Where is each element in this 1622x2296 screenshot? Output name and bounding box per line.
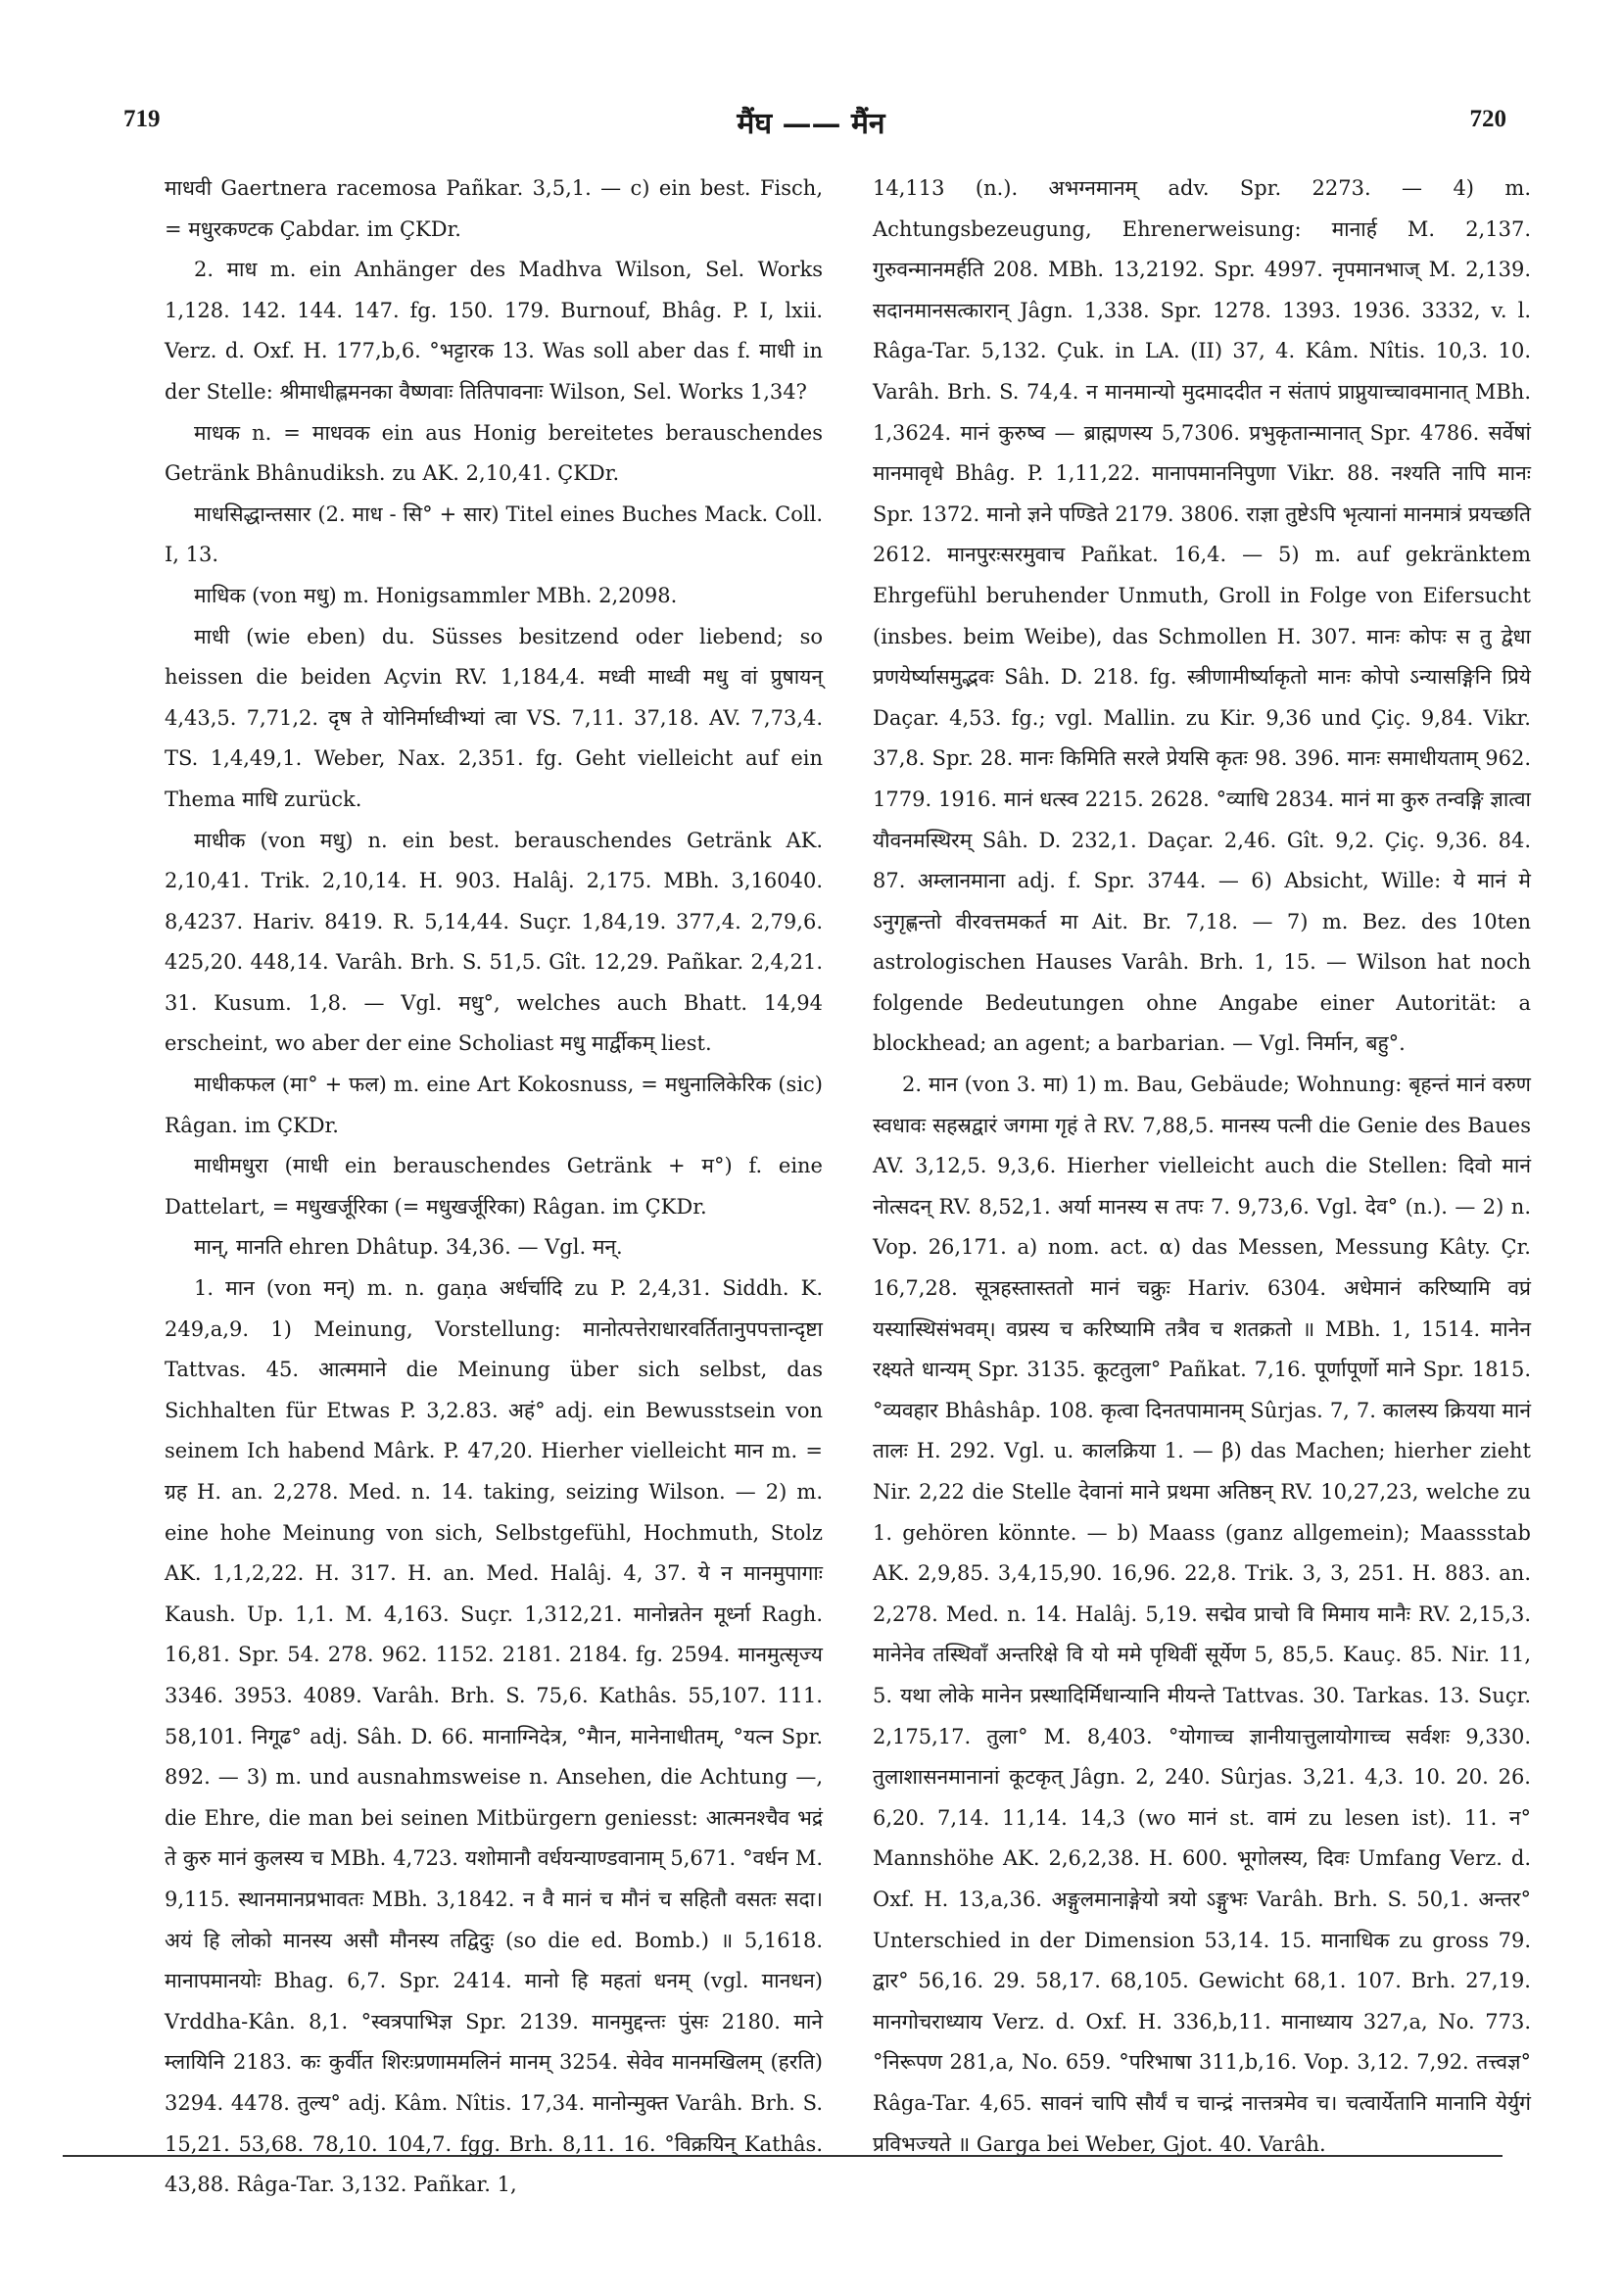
page-header	[0, 106, 1622, 155]
dictionary-entry: माधीमधुरा (माधी ein berauschendes Getränk + म°) f. eine Dattelart, = मधुखर्जूरिका (= मधुखर्जूरिका) Râgan. im ÇKDr.	[165, 1154, 823, 1219]
page-number-right: 720	[1469, 106, 1506, 132]
dictionary-entry: माधसिद्धान्तसार (2. माध - सि° + सार) Titel eines Buches Mack. Coll. I, 13.	[165, 502, 823, 567]
dictionary-entry: माधीकफल (मा° + फल) m. eine Art Kokosnuss, = मधुनालिकेरिक (sic) Râgan. im ÇKDr.	[165, 1073, 823, 1137]
dictionary-entry: 14,113 (n.). अभग्नमानम् adv. Spr. 2273. — 4) m. Achtungsbezeugung, Ehrenerweisung: मानार्ह M. 2,137. गुरुवन्मानमर्हति 208. MBh. 13,2192. Spr. 4997. नृपमानभाज् M. 2,139. सदानमानसत्कारान् Jâgn. 1,338. Spr. 1278. 1393. 1936. 3332, v. l. Râga-Tar. 5,132. Çuk. in LA. (II) 37, 4. Kâm. Nîtis. 10,3. 10. Varâh. Brh. S. 74,4. न मानमान्यो मुदमाददीत न संतापं प्राप्नुयाच्चावमानात् MBh. 1,3624. मानं कुरुष्व — ब्राह्मणस्य 5,7306. प्रभुकृतान्मानात् Spr. 4786. सर्वेषां मानमावृधे Bhâg. P. 1,11,22. मानापमाननिपुणा Vikr. 88. नश्यति नापि मानः Spr. 1372. मानो ज्ञने पण्डिते 2179. 3806. राज्ञा तुष्टेऽपि भृत्यानां मानमात्रं प्रयच्छति 2612. मानपुरःसरमुवाच Pañkat. 16,4. — 5) m. auf gekränktem Ehrgefühl beruhender Unmuth, Groll in Folge von Eifersucht (insbes. beim Weibe), das Schmollen H. 307. मानः कोपः स तु द्वेधा प्रणयेर्ष्यासमुद्भवः Sâh. D. 218. fg. स्त्रीणामीर्ष्याकृतो मानः कोपो ऽन्यासङ्गिनि प्रिये Daçar. 4,53. fg.; vgl. Mallin. zu Kir. 9,36 und Çiç. 9,84. Vikr. 37,8. Spr. 28. मानः किमिति सरले प्रेयसि कृतः 98. 396. मानः समाधीयताम् 962. 1779. 1916. मानं धत्स्व 2215. 2628. °व्याधि 2834. मानं मा कुरु तन्वङ्गि ज्ञात्वा यौवनमस्थिरम् Sâh. D. 232,1. Daçar. 2,46. Gît. 9,2. Çiç. 9,36. 84. 87. अम्लानमाना adj. f. Spr. 3744. — 6) Absicht, Wille: ये मानं मे ऽनुगृह्णन्तो वीरवत्तमकर्त मा Ait. Br. 7,18. — 7) m. Bez. des 10ten astrologischen Hauses Varâh. Brh. 1, 15. — Wilson hat noch folgende Bedeutungen ohne Angabe einer Autorität: a blockhead; an agent; a barbarian. — Vgl. निर्मान, बहु°.	[873, 176, 1531, 1056]
dictionary-entry: मान्, मानति ehren Dhâtup. 34,36. — Vgl. मन्.	[194, 1235, 623, 1260]
page-number-left: 719	[123, 106, 161, 132]
dictionary-entry: 1. मान (von मन्) m. n. gaṇa अर्धर्चादि zu P. 2,4,31. Siddh. K. 249,a,9. 1) Meinung, Vorstellung: मानोत्पत्तेराधारवर्तितानुपपत्तान्दृष्टा Tattvas. 45. आत्ममाने die Meinung über sich selbst, das Sichhalten für Etwas P. 3,2.83. अहं° adj. ein Bewusstsein von seinem Ich habend Mârk. P. 47,20. Hierher vielleicht मान m. = ग्रह H. an. 2,278. Med. n. 14. taking, seizing Wilson. — 2) m. eine hohe Meinung von sich, Selbstgefühl, Hochmuth, Stolz AK. 1,1,2,22. H. 317. H. an. Med. Halâj. 4, 37. ये न मानमुपागाः Kaush. Up. 1,1. M. 4,163. Suçr. 1,312,21. मानोन्नतेन मूर्ध्ना Ragh. 16,81. Spr. 54. 278. 962. 1152. 2181. 2184. fg. 2594. मानमुत्सृज्य 3346. 3953. 4089. Varâh. Brh. S. 75,6. Kathâs. 55,107. 111. 58,101. निगूढ° adj. Sâh. D. 66. मानाग्निदेत्र, °मैान, मानेनाधीतम्, °यत्न Spr. 892. — 3) m. und ausnahmsweise n. Ansehen, die Achtung —, die Ehre, die man bei seinen Mitbürgern geniesst: आत्मनश्चैव भद्रं ते कुरु मानं कुलस्य च MBh. 4,723. यशोमानौ वर्धयन्याण्डवानाम् 5,671. °वर्धन M. 9,115. स्थानमानप्रभावतः MBh. 3,1842. न वै मानं च मौनं च सहितौ वसतः सदा। अयं हि लोको मानस्य असौ मौनस्य तद्विदुः (so die ed. Bomb.) ॥ 5,1618. मानापमानयोः Bhag. 6,7. Spr. 2414. मानो हि महतां धनम् (vgl. मानधन) Vrddha-Kân. 8,1. °स्वत्रपाभिज्ञ Spr. 2139. मानमुद्दन्तः पुंसः 2180. माने म्लायिनि 2183. कः कुर्वीत शिरःप्रणाममलिनं मानम् 3254. सेवेव मानमखिलम् (हरति) 3294. 4478. तुल्य° adj. Kâm. Nîtis. 17,34. मानोन्मुक्त Varâh. Brh. S. 15,21. 53,68. 78,10. 104,7. fgg. Brh. 8,11. 16. °विक्रयिन् Kathâs. 43,88. Râga-Tar. 3,132. Pañkar. 1,	[165, 1276, 823, 2197]
dictionary-entry: 2. माध m. ein Anhänger des Madhva Wilson, Sel. Works 1,128. 142. 144. 147. fg. 150. 179. Burnouf, Bhâg. P. I, lxii. Verz. d. Oxf. H. 177,b,6. °भट्टारक 13. Was soll aber das f. माधी in der Stelle: श्रीमाधीह्लमनका वैष्णवाः तितिपावनाः Wilson, Sel. Works 1,34?	[165, 258, 823, 404]
dictionary-entry: माधिक (von मधु) m. Honigsammler MBh. 2,2098.	[194, 583, 678, 607]
dictionary-entry: माधवी Gaertnera racemosa Pañkar. 3,5,1. — c) ein best. Fisch, = मधुरकण्टक Çabdar. im ÇKDr.	[165, 176, 823, 241]
right-column	[873, 168, 1531, 2156]
bottom-rule	[63, 2155, 1503, 2157]
dictionary-entry: माधक n. = माधवक ein aus Honig bereitetes berauschendes Getränk Bhânudiksh. zu AK. 2,10,41. ÇKDr.	[165, 420, 823, 486]
dictionary-entry: 2. मान (von 3. मा) 1) m. Bau, Gebäude; Wohnung: बृहन्तं मानं वरुण स्वधावः सहस्रद्वारं जगमा गृहं ते RV. 7,88,5. मानस्य पत्नी die Genie des Baues AV. 3,12,5. 9,3,6. Hierher vielleicht auch die Stellen: दिवो मानं नोत्सदन् RV. 8,52,1. अर्या मानस्य स तपः 7. 9,73,6. Vgl. देव° (n.). — 2) n. Vop. 26,171. a) nom. act. α) das Messen, Messung Kâty. Çr. 16,7,28. सूत्रहस्तास्ततो मानं चक्रुः Hariv. 6304. अधेमानं करिष्यामि वप्रं यस्यास्थिसंभवम्। वप्रस्य च करिष्यामि तत्रैव च शतक्रतो ॥ MBh. 1, 1514. मानेन रक्ष्यते धान्यम् Spr. 3135. कूटतुला° Pañkat. 7,16. पूर्णापूर्णो माने Spr. 1815. °व्यवहार Bhâshâp. 108. कृत्वा दिनतपामानम् Sûrjas. 7, 7. कालस्य क्रियया मानं तालः H. 292. Vgl. u. कालक्रिया 1. — β) das Machen; hierher zieht Nir. 2,22 die Stelle देवानां माने प्रथमा अतिष्ठन् RV. 10,27,23, welche zu 1. gehören könnte. — b) Maass (ganz allgemein); Maassstab AK. 2,9,85. 3,4,15,90. 16,96. 22,8. Trik. 3, 3, 251. H. 883. an. 2,278. Med. n. 14. Halâj. 5,19. सद्मेव प्राचो वि मिमाय मानैः RV. 2,15,3. मानेनेव तस्थिवाँ अन्तरिक्षे वि यो ममे पृथिवीं सूर्येण 5, 85,5. Kauç. 85. Nir. 11, 5. यथा लोके मानेन प्रस्थादिर्मिधान्यानि मीयन्ते Tattvas. 30. Tarkas. 13. Suçr. 2,175,17. तुला° M. 8,403. °योगाच्च ज्ञानीयात्तुलायोगाच्च सर्वशः 9,330. तुलाशासनमानानां कूटकृत् Jâgn. 2, 240. Sûrjas. 3,21. 4,3. 10. 20. 26. 6,20. 7,14. 11,14. 14,3 (wo मानं st. वामं zu lesen ist). 11. न° Mannshöhe AK. 2,6,2,38. H. 600. भूगोलस्य, दिवः Umfang Verz. d. Oxf. H. 13,a,36. अङ्गुलमानाङ्गेयो त्रयो ऽङ्गुभः Varâh. Brh. S. 50,1. अन्तर° Unterschied in der Dimension 53,14. 15. मानाधिक zu gross 79. द्वार° 56,16. 29. 58,17. 68,105. Gewicht 68,1. 107. Brh. 27,19. मानगोचराध्याय Verz. d. Oxf. H. 336,b,11. मानाध्याय 327,a, No. 773. °निरूपण 281,a, No. 659. °परिभाषा 311,b,16. Vop. 3,12. 7,92. तत्त्वज्ञ° Râga-Tar. 4,65. सावनं चापि सौर्यं च चान्द्रं नात्तत्रमेव च। चत्वार्येतानि मानानि येर्युगं प्रविभज्यते ॥ Garga bei Weber, Gjot. 40. Varâh.	[873, 1073, 1531, 2156]
dictionary-entry: माधी (wie eben) du. Süsses besitzend oder liebend; so heissen die beiden Açvin RV. 1,184,4. मध्वी माध्वी मधु वां प्रुषायन् 4,43,5. 7,71,2. दृष ते योनिर्माध्वीभ्यां त्वा VS. 7,11. 37,18. AV. 7,73,4. TS. 1,4,49,1. Weber, Nax. 2,351. fg. Geht vielleicht auf ein Thema माधि zurück.	[165, 624, 823, 811]
left-column	[165, 168, 823, 2197]
running-title: मैंघ —— मैंन	[737, 107, 885, 141]
dictionary-entry: माधीक (von मधु) n. ein best. berauschendes Getränk AK. 2,10,41. Trik. 2,10,14. H. 903. Halâj. 2,175. MBh. 3,16040. 8,4237. Hariv. 8419. R. 5,14,44. Suçr. 1,84,19. 377,4. 2,79,6. 425,20. 448,14. Varâh. Brh. S. 51,5. Gît. 12,29. Pañkar. 2,4,21. 31. Kusum. 1,8. — Vgl. मधु°, welches auch Bhatt. 14,94 erscheint, wo aber der eine Scholiast मधु मार्द्वीकम् liest.	[165, 828, 823, 1056]
